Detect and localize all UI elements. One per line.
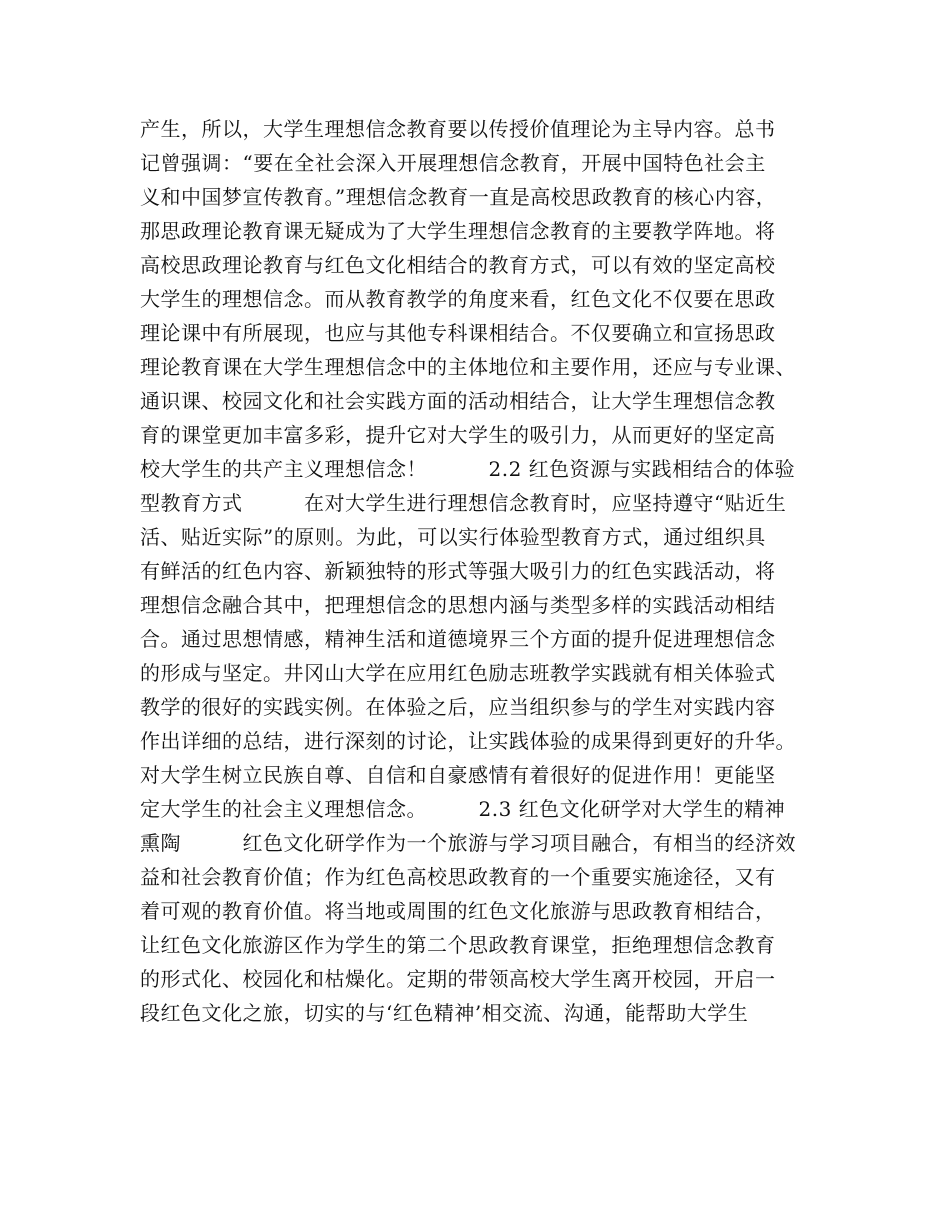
text-line: 记曾强调：“要在全社会深入开展理想信念教育，开展中国特色社会主 <box>140 151 766 175</box>
text-line: 的形成与坚定。井冈山大学在应用红色励志班教学实践就有相关体验式 <box>140 661 776 685</box>
text-line: 段红色文化之旅，切实的与‘红色精神’相交流、沟通，能帮助大学生 <box>140 1001 749 1025</box>
text-line: 作出详细的总结，进行深刻的讨论，让实践体验的成果得到更好的升华。 <box>140 729 796 753</box>
text-line: 益和社会教育价值；作为红色高校思政教育的一个重要实施途径，又有 <box>140 865 776 889</box>
text-line: 理论课中有所展现，也应与其他专科课相结合。不仅要确立和宣扬思政 <box>140 321 776 345</box>
text-line: 让红色文化旅游区作为学生的第二个思政教育课堂，拒绝理想信念教育 <box>140 933 776 957</box>
text-line: 有鲜活的红色内容、新颖独特的形式等强大吸引力的红色实践活动，将 <box>140 559 776 583</box>
text-line: 那思政理论教育课无疑成为了大学生理想信念教育的主要教学阵地。将 <box>140 219 776 243</box>
text-line: 的形式化、校园化和枯燥化。定期的带领高校大学生离开校园，开启一 <box>140 967 776 991</box>
text-line: 教学的很好的实践实例。在体验之后，应当组织参与的学生对实践内容 <box>140 695 776 719</box>
text-line: 高校思政理论教育与红色文化相结合的教育方式，可以有效的坚定高校 <box>140 253 776 277</box>
text-line: 通识课、校园文化和社会实践方面的活动相结合，让大学生理想信念教 <box>140 389 776 413</box>
text-line-section-2-2-heading: 校大学生的共产主义理想信念！ 2.2 红色资源与实践相结合的体验 <box>140 457 796 481</box>
text-line: 大学生的理想信念。而从教育教学的角度来看，红色文化不仅要在思政 <box>140 287 776 311</box>
text-line: 活、贴近实际”的原则。为此，可以实行体验型教育方式，通过组织具 <box>140 525 766 549</box>
text-line: 产生，所以，大学生理想信念教育要以传授价值理论为主导内容。总书 <box>140 117 776 141</box>
text-line: 着可观的教育价值。将当地或周围的红色文化旅游与思政教育相结合， <box>140 899 776 923</box>
text-line-section-2-3-heading: 定大学生的社会主义理想信念。 2.3 红色文化研学对大学生的精神 <box>140 797 786 821</box>
text-line: 理论教育课在大学生理想信念中的主体地位和主要作用，还应与专业课、 <box>140 355 796 379</box>
body-text <box>140 112 820 1030</box>
text-line: 理想信念融合其中，把理想信念的思想内涵与类型多样的实践活动相结 <box>140 593 776 617</box>
text-line: 型教育方式 在对大学生进行理想信念教育时，应坚持遵守“贴近生 <box>140 491 787 515</box>
text-line: 熏陶 红色文化研学作为一个旅游与学习项目融合，有相当的经济效 <box>140 831 796 855</box>
text-line: 育的课堂更加丰富多彩，提升它对大学生的吸引力，从而更好的坚定高 <box>140 423 776 447</box>
text-line: 对大学生树立民族自尊、自信和自豪感情有着很好的促进作用！更能坚 <box>140 763 776 787</box>
text-line: 合。通过思想情感，精神生活和道德境界三个方面的提升促进理想信念 <box>140 627 776 651</box>
text-line: 义和中国梦宣传教育。”理想信念教育一直是高校思政教育的核心内容， <box>140 185 777 209</box>
